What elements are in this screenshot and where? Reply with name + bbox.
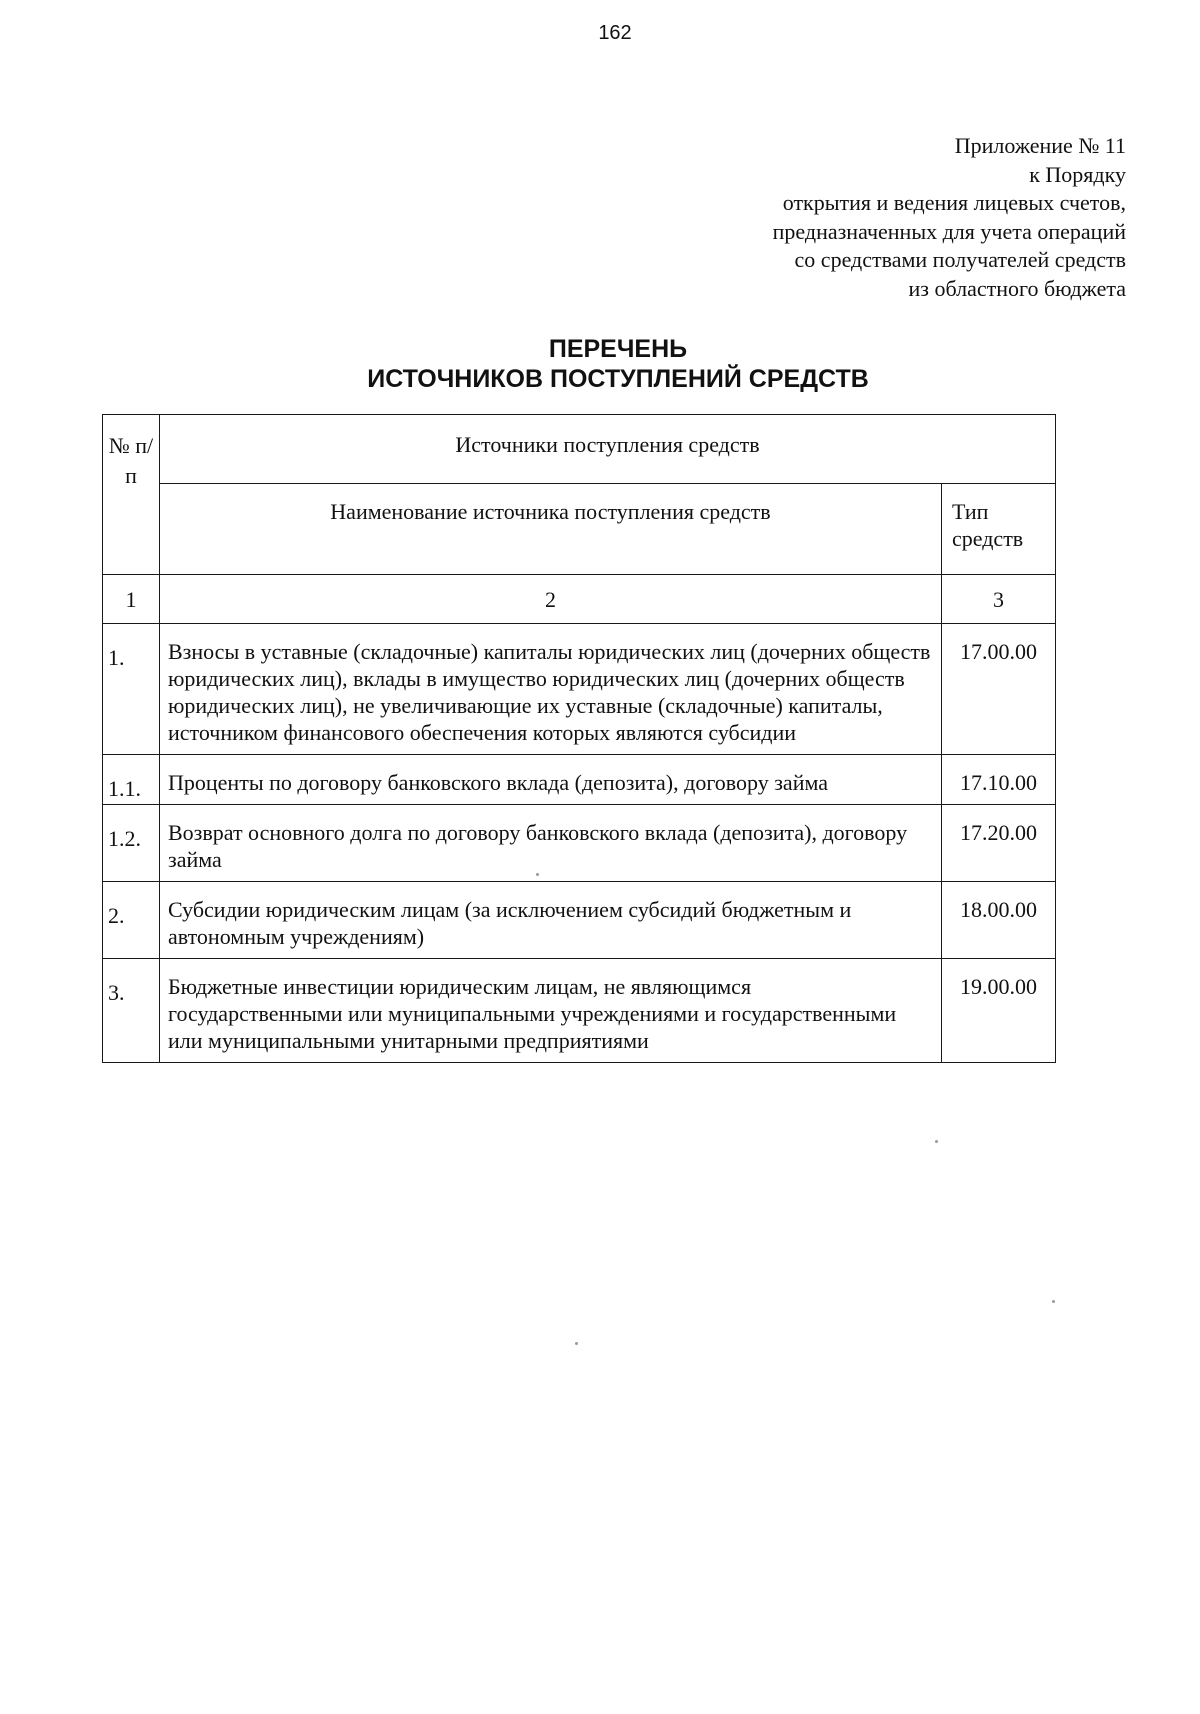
- row-source-name: Возврат основного долга по договору банковского вклада (депозита), договору займа: [160, 805, 942, 882]
- row-number: 2.: [103, 882, 160, 959]
- row-source-type: 17.10.00: [942, 755, 1056, 805]
- appendix-line: открытия и ведения лицевых счетов,: [782, 190, 1126, 215]
- appendix-line: к Порядку: [1029, 161, 1126, 187]
- header-number-cell: № п/п: [103, 415, 160, 575]
- row-source-name: Бюджетные инвестиции юридическим лицам, не являющимся государственными или муниципальными учреждениями и государственными или муниципальными унитарными предприятиями: [160, 959, 942, 1063]
- appendix-reference: [773, 132, 1126, 303]
- column-index-cell: 1: [103, 575, 160, 624]
- row-number: 1.2.: [103, 805, 160, 882]
- row-source-type: 17.00.00: [942, 624, 1056, 755]
- title-line-2: ИСТОЧНИКОВ ПОСТУПЛЕНИЙ СРЕДСТВ: [367, 365, 869, 393]
- row-source-name: Взносы в уставные (складочные) капиталы юридических лиц (дочерних обществ юридических лиц), вклады в имущество юридических лиц (дочерних обществ юридических лиц), не увеличивающие их уставные (складочные) капиталы, источником финансового обеспечения которых являются субсидии: [160, 624, 942, 755]
- table-subheader-row: [103, 484, 1056, 575]
- table-row: [103, 805, 1056, 882]
- table-header-row: [103, 415, 1056, 484]
- scan-speck: [935, 1140, 938, 1143]
- row-number: 1.: [103, 624, 160, 755]
- row-source-type: 19.00.00: [942, 959, 1056, 1063]
- scan-speck: [536, 873, 539, 876]
- row-number: 3.: [103, 959, 160, 1063]
- table-row: [103, 755, 1056, 805]
- scan-speck: [1052, 1300, 1055, 1303]
- sources-table: [102, 414, 1056, 1063]
- row-source-type: 17.20.00: [942, 805, 1056, 882]
- header-name-cell: Наименование источника поступления средств: [160, 484, 942, 575]
- header-sources-group: Источники поступления средств: [160, 415, 1056, 484]
- title-line-1: ПЕРЕЧЕНЬ: [548, 335, 688, 363]
- scan-speck: [575, 1342, 578, 1345]
- appendix-line: Приложение № 11: [954, 133, 1126, 158]
- row-number: 1.1.: [103, 755, 160, 805]
- row-source-type: 18.00.00: [942, 882, 1056, 959]
- appendix-line: предназначенных для учета операций: [772, 218, 1126, 244]
- document-title: [0, 334, 1200, 394]
- column-index-cell: 2: [160, 575, 942, 624]
- row-source-name: Проценты по договору банковского вклада (депозита), договору займа: [160, 755, 942, 805]
- header-type-cell: Тип средств: [942, 484, 1056, 575]
- appendix-line: со средствами получателей средств: [794, 247, 1126, 272]
- row-source-name: Субсидии юридическим лицам (за исключением субсидий бюджетным и автономным учреждениям): [160, 882, 942, 959]
- table-row: [103, 882, 1056, 959]
- table-row: [103, 624, 1056, 755]
- column-index-row: [103, 575, 1056, 624]
- appendix-line: из областного бюджета: [908, 275, 1126, 301]
- column-index-cell: 3: [942, 575, 1056, 624]
- table-row: [103, 959, 1056, 1063]
- page-number: 162: [598, 22, 632, 44]
